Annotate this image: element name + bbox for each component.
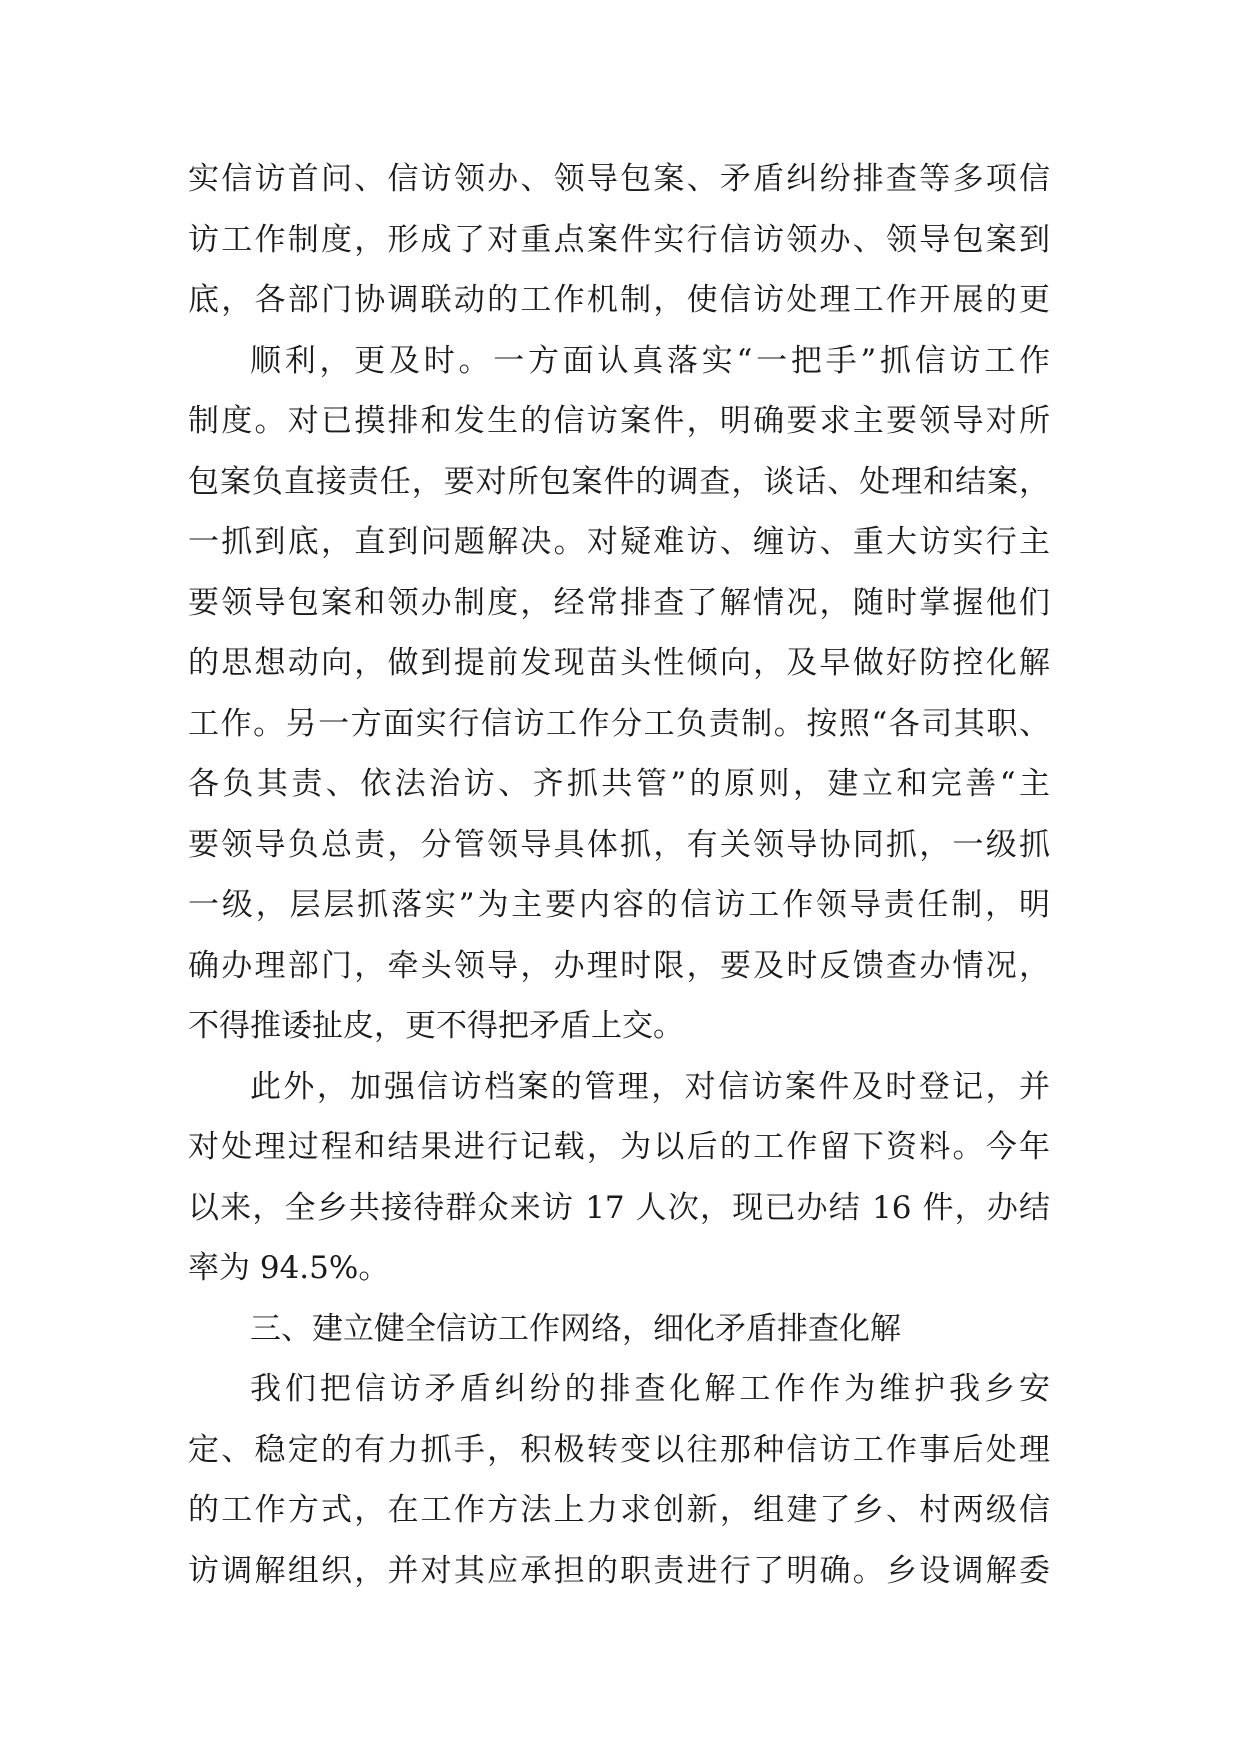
text-line: 一抓到底，直到问题解决。对疑难访、缠访、重大访实行主 bbox=[188, 524, 1050, 560]
text-line: 我们把信访矛盾纠纷的排查化解工作作为维护我乡安 bbox=[250, 1371, 1050, 1407]
text-line: 要领导负总责，分管领导具体抓，有关领导协同抓，一级抓 bbox=[188, 826, 1050, 863]
text-line: 要领导包案和领办制度，经常排查了解情况，随时掌握他们 bbox=[188, 584, 1050, 621]
text-line: 不得推诿扯皮，更不得把矛盾上交。 bbox=[188, 1008, 684, 1044]
text-line: 确办理部门，牵头领导，办理时限，要及时反馈查办情况， bbox=[188, 947, 1050, 984]
text-line: 底，各部门协调联动的工作机制，使信访处理工作开展的更 bbox=[188, 282, 1050, 318]
document-body bbox=[188, 149, 1050, 1601]
text-line: 访调解组织，并对其应承担的职责进行了明确。乡设调解委 bbox=[188, 1552, 1050, 1589]
text-line: 制度。对已摸排和发生的信访案件，明确要求主要领导对所 bbox=[188, 403, 1050, 439]
text-line: 访工作制度，形成了对重点案件实行信访领办、领导包案到 bbox=[188, 221, 1050, 258]
text-line: 包案负直接责任，要对所包案件的调查，谈话、处理和结案， bbox=[188, 463, 1050, 500]
text-line: 的思想动向，做到提前发现苗头性倾向，及早做好防控化解 bbox=[188, 645, 1050, 681]
text-line: 工作。另一方面实行信访工作分工负责制。按照“各司其职、 bbox=[188, 705, 1050, 742]
text-line: 以来，全乡共接待群众来访 17 人次，现已办结 16 件，办结 bbox=[188, 1189, 1050, 1226]
text-line: 顺利，更及时。一方面认真落实“一把手”抓信访工作 bbox=[250, 342, 1050, 379]
text-line: 的工作方式，在工作方法上力求创新，组建了乡、村两级信 bbox=[188, 1492, 1050, 1528]
text-line: 对处理过程和结果进行记载，为以后的工作留下资料。今年 bbox=[188, 1129, 1050, 1165]
text-line: 率为 94.5%。 bbox=[188, 1250, 390, 1286]
text-line: 此外，加强信访档案的管理，对信访案件及时登记，并 bbox=[250, 1068, 1050, 1105]
text-line: 定、稳定的有力抓手，积极转变以往那种信访工作事后处理 bbox=[188, 1431, 1050, 1468]
text-line: 实信访首问、信访领办、领导包案、矛盾纠纷排查等多项信 bbox=[188, 161, 1050, 197]
section-heading: 三、建立健全信访工作网络，细化矛盾排查化解 bbox=[250, 1310, 901, 1347]
text-line: 各负其责、依法治访、齐抓共管”的原则，建立和完善“主 bbox=[188, 766, 1050, 802]
text-line: 一级，层层抓落实”为主要内容的信访工作领导责任制，明 bbox=[188, 887, 1050, 923]
